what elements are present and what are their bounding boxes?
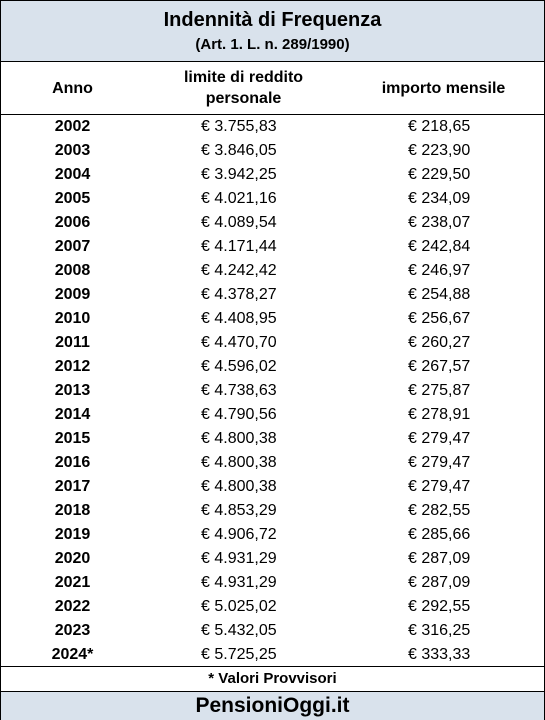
cell-limite: € 4.931,29: [201, 574, 277, 591]
footnote: * Valori Provvisori: [1, 666, 544, 691]
table-row: [1, 379, 544, 403]
cell-anno: 2014: [54, 406, 91, 423]
column-header-limite: [144, 62, 343, 114]
cell-importo: € 282,55: [408, 502, 471, 519]
cell-anno: 2004: [54, 166, 91, 183]
cell-anno: 2013: [54, 382, 91, 399]
cell-limite: € 4.470,70: [201, 334, 277, 351]
table-row: [1, 235, 544, 259]
table-row: [1, 499, 544, 523]
cell-limite: € 4.906,72: [201, 526, 277, 543]
cell-limite: € 4.790,56: [201, 406, 277, 423]
table-row: [1, 187, 544, 211]
title-box: [1, 1, 544, 62]
cell-anno: 2023: [54, 622, 91, 639]
cell-anno: 2020: [54, 550, 91, 567]
column-header-importo: importo mensile: [381, 79, 506, 97]
cell-anno: 2008: [54, 262, 91, 279]
cell-importo: € 254,88: [408, 286, 471, 303]
cell-importo: € 260,27: [408, 334, 471, 351]
cell-limite: € 4.242,42: [201, 262, 277, 279]
cell-anno: 2015: [54, 430, 91, 447]
cell-importo: € 238,07: [408, 214, 471, 231]
cell-importo: € 287,09: [408, 574, 471, 591]
cell-importo: € 234,09: [408, 190, 471, 207]
cell-importo: € 229,50: [408, 166, 471, 183]
cell-limite: € 4.800,38: [201, 430, 277, 447]
cell-anno: 2022: [54, 598, 91, 615]
cell-anno: 2016: [54, 454, 91, 471]
table-row: [1, 331, 544, 355]
table-row: [1, 139, 544, 163]
cell-limite: € 4.800,38: [201, 454, 277, 471]
cell-limite: € 5.725,25: [201, 646, 277, 663]
cell-limite: € 4.378,27: [201, 286, 277, 303]
table-row: [1, 595, 544, 619]
cell-importo: € 279,47: [408, 454, 471, 471]
table-row: [1, 115, 544, 139]
cell-importo: € 242,84: [408, 238, 471, 255]
table-title: Indennità di Frequenza: [163, 9, 382, 31]
table-row: [1, 355, 544, 379]
column-header-limite-line1: limite di reddito: [183, 69, 304, 86]
cell-anno: 2010: [54, 310, 91, 327]
cell-importo: € 256,67: [408, 310, 471, 327]
cell-anno: 2006: [54, 214, 91, 231]
cell-limite: € 4.931,29: [201, 550, 277, 567]
cell-limite: € 3.846,05: [201, 142, 277, 159]
table-row: [1, 451, 544, 475]
cell-anno: 2003: [54, 142, 91, 159]
cell-limite: € 4.738,63: [201, 382, 277, 399]
table-row: [1, 211, 544, 235]
cell-importo: € 275,87: [408, 382, 471, 399]
table-body: [1, 115, 544, 667]
column-header-row: [1, 62, 544, 115]
cell-importo: € 223,90: [408, 142, 471, 159]
cell-anno: 2021: [54, 574, 91, 591]
brand-footer: PensioniOggi.it: [1, 691, 544, 720]
cell-limite: € 4.800,38: [201, 478, 277, 495]
cell-anno: 2012: [54, 358, 91, 375]
cell-limite: € 4.171,44: [201, 238, 277, 255]
cell-importo: € 278,91: [408, 406, 471, 423]
cell-anno: 2007: [54, 238, 91, 255]
cell-anno: 2011: [55, 334, 90, 351]
cell-importo: € 279,47: [408, 430, 471, 447]
cell-importo: € 292,55: [408, 598, 471, 615]
cell-importo: € 218,65: [408, 118, 471, 135]
table-row: [1, 259, 544, 283]
cell-importo: € 246,97: [408, 262, 471, 279]
table-row: [1, 403, 544, 427]
table-row: [1, 475, 544, 499]
cell-limite: € 4.089,54: [201, 214, 277, 231]
column-header-limite-line2: personale: [205, 90, 282, 107]
cell-anno: 2018: [54, 502, 91, 519]
cell-anno: 2002: [54, 118, 91, 135]
cell-importo: € 316,25: [408, 622, 471, 639]
cell-anno: 2009: [54, 286, 91, 303]
cell-importo: € 267,57: [408, 358, 471, 375]
cell-limite: € 4.853,29: [201, 502, 277, 519]
cell-importo: € 285,66: [408, 526, 471, 543]
table-row: [1, 283, 544, 307]
table-row: [1, 547, 544, 571]
column-header-anno: Anno: [52, 79, 93, 97]
cell-limite: € 3.755,83: [201, 118, 277, 135]
cell-limite: € 3.942,25: [201, 166, 277, 183]
table-row: [1, 619, 544, 643]
table-row: [1, 427, 544, 451]
table-row: [1, 571, 544, 595]
cell-anno: 2024*: [51, 646, 94, 663]
cell-importo: € 287,09: [408, 550, 471, 567]
table-subtitle: (Art. 1. L. n. 289/1990): [195, 36, 350, 53]
cell-anno: 2017: [54, 478, 91, 495]
cell-importo: € 333,33: [408, 646, 471, 663]
cell-limite: € 4.408,95: [201, 310, 277, 327]
table-row: [1, 307, 544, 331]
cell-limite: € 5.432,05: [201, 622, 277, 639]
cell-importo: € 279,47: [408, 478, 471, 495]
table-row: [1, 163, 544, 187]
table-row: [1, 523, 544, 547]
cell-limite: € 5.025,02: [201, 598, 277, 615]
cell-limite: € 4.021,16: [201, 190, 277, 207]
cell-anno: 2019: [54, 526, 91, 543]
cell-anno: 2005: [54, 190, 91, 207]
table-row: [1, 643, 544, 667]
cell-limite: € 4.596,02: [201, 358, 277, 375]
